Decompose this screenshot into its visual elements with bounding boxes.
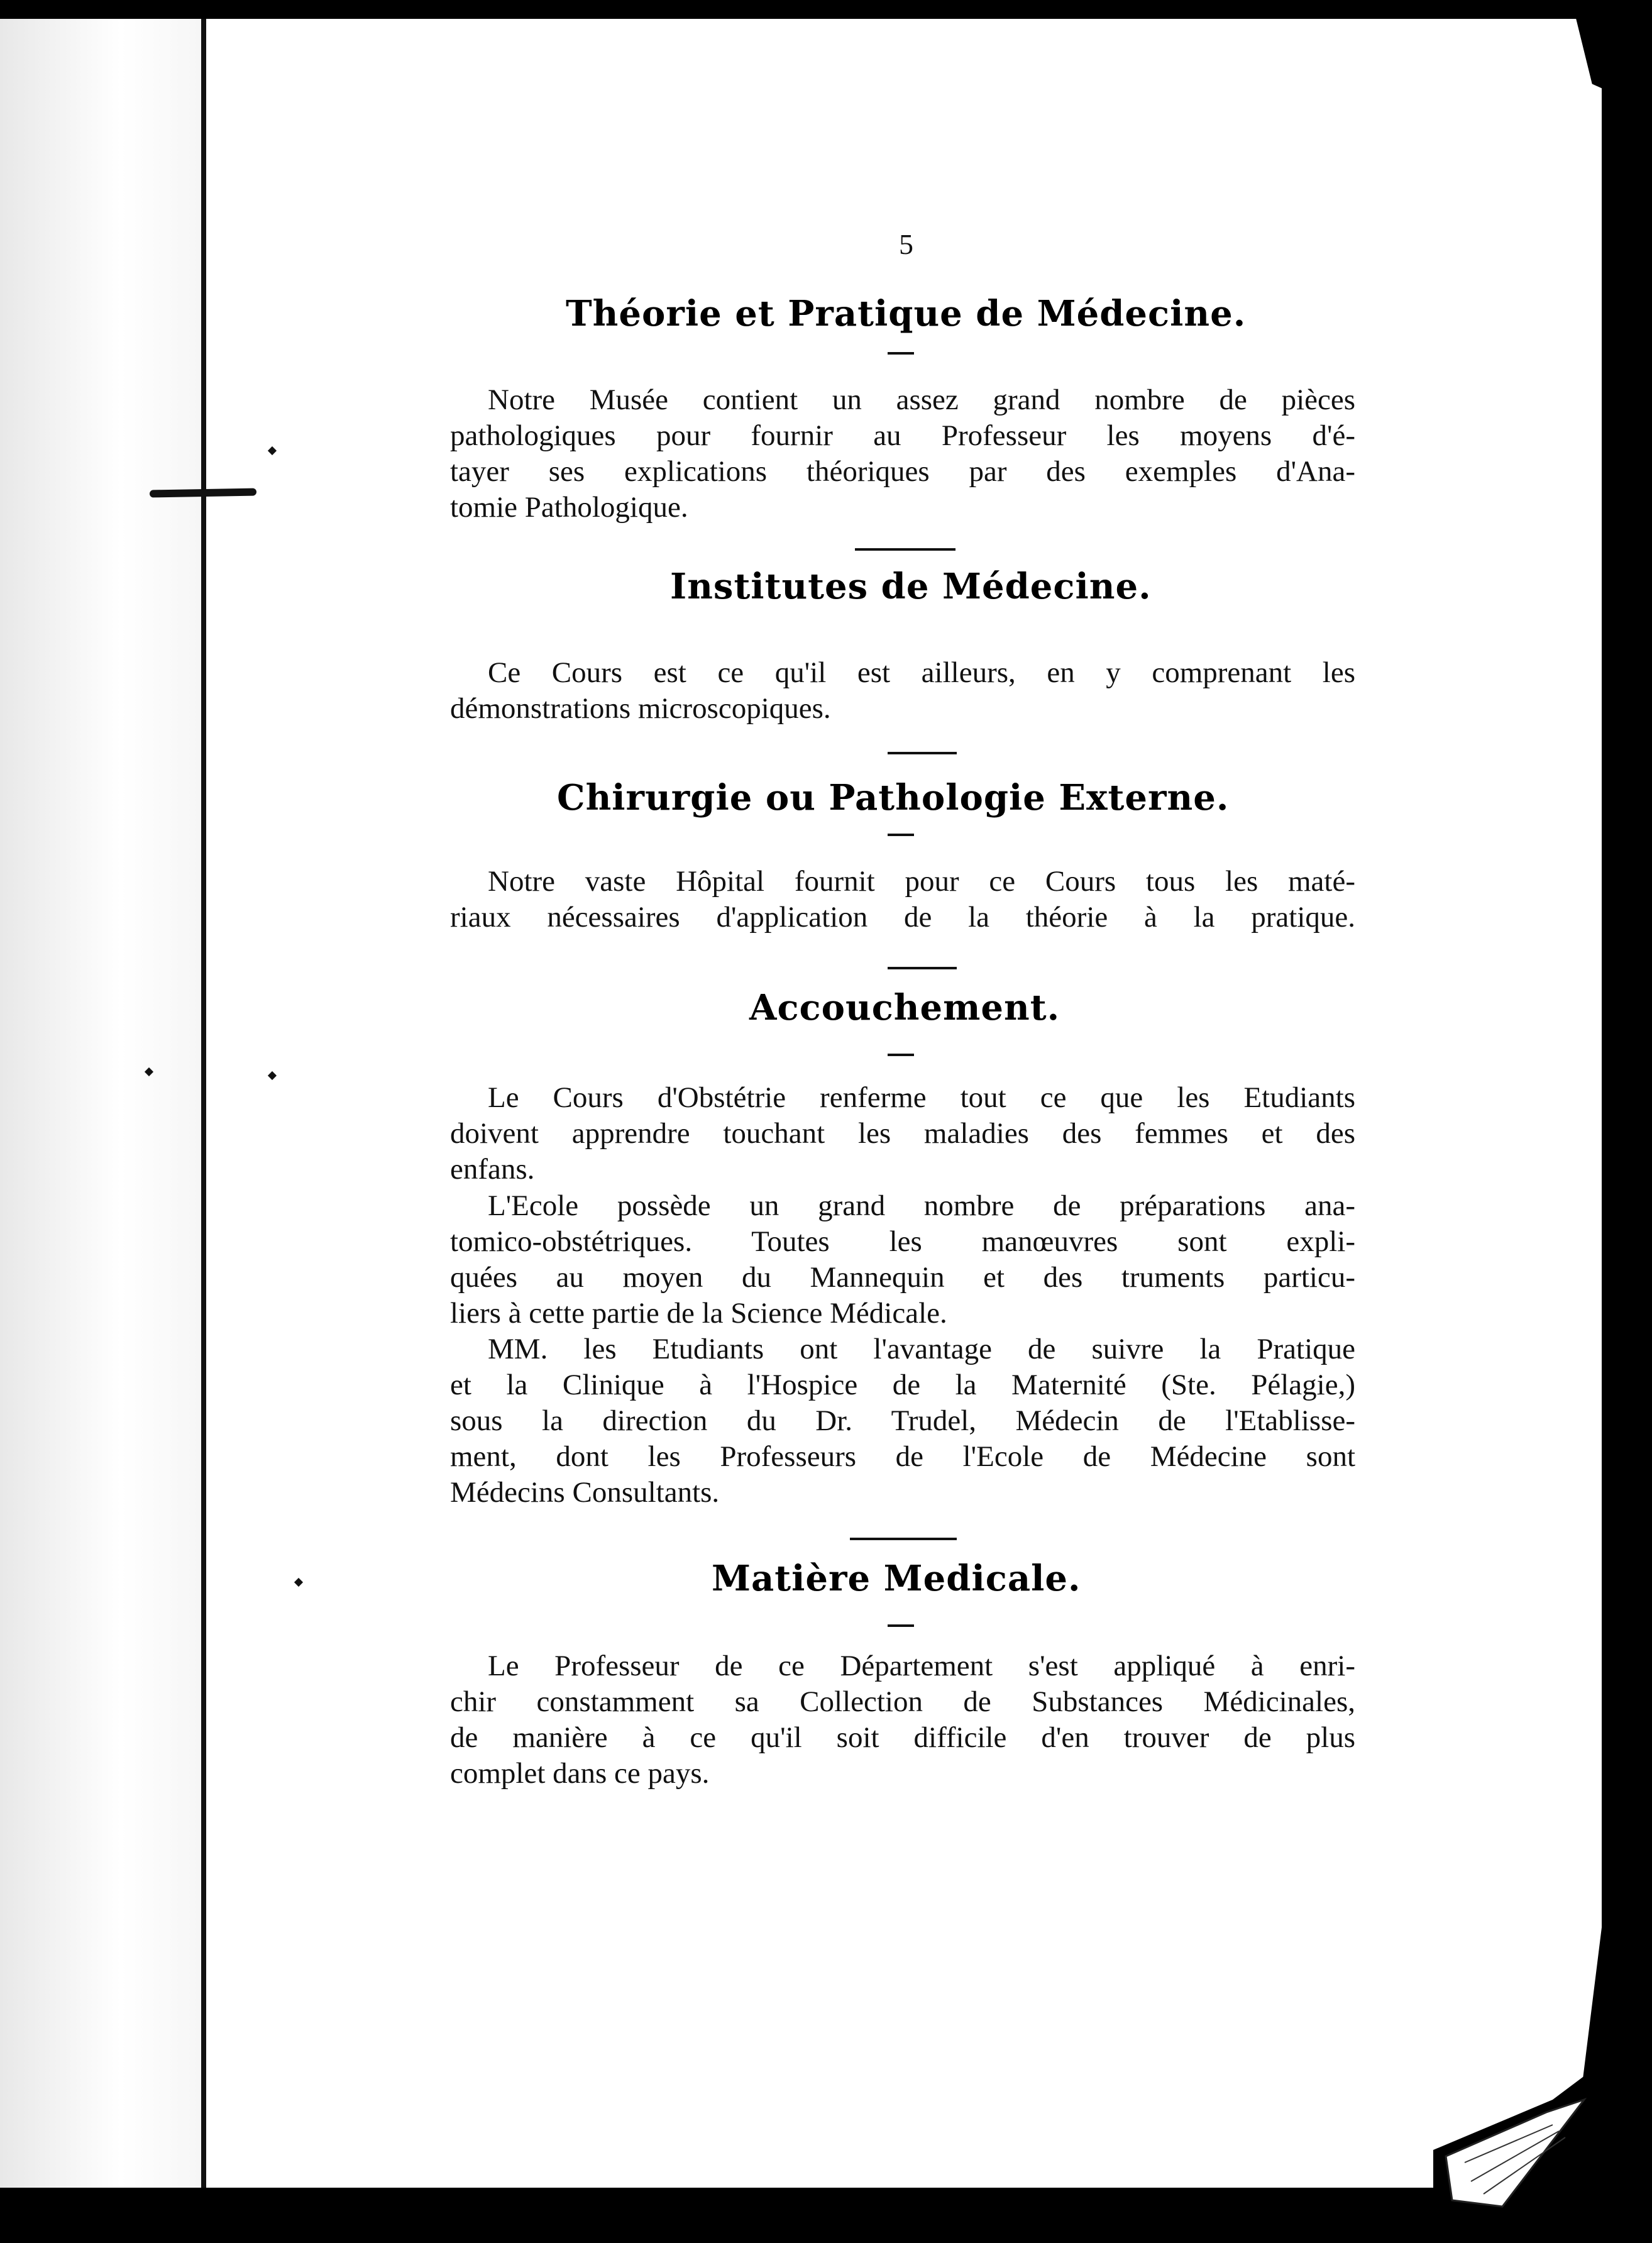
text-line: complet dans ce pays.: [450, 1757, 710, 1790]
text-line: chir constamment sa Collection de Substances Médicinales,: [450, 1685, 1355, 1718]
section-heading: Matière Medicale.: [712, 1558, 1081, 1599]
text-line: MM. les Etudiants ont l'avantage de suivre la Pratique: [488, 1333, 1355, 1365]
text-line: Notre Musée contient un assez grand nombre de pièces: [488, 383, 1355, 416]
text-line: tayer ses explications théoriques par des exemples d'Ana-: [450, 455, 1355, 488]
text-line: enfans.: [450, 1153, 535, 1186]
text-line: et la Clinique à l'Hospice de la Maternité (Ste. Pélagie,): [450, 1369, 1355, 1401]
paragraph: [450, 1331, 1355, 1511]
text-line: liers à cette partie de la Science Médicale.: [450, 1297, 947, 1330]
paragraph: [450, 382, 1355, 526]
short-rule: [888, 834, 914, 836]
text-line: Ce Cours est ce qu'il est ailleurs, en y comprenant les: [488, 656, 1355, 689]
section-heading: Institutes de Médecine.: [670, 566, 1152, 607]
folded-corner: [1427, 2062, 1603, 2213]
short-rule: [888, 352, 914, 355]
page-number: 5: [899, 228, 913, 260]
section-divider: [888, 752, 957, 754]
text-line: pathologiques pour fournir au Professeur les moyens d'é-: [450, 419, 1355, 452]
paragraph: [450, 1080, 1355, 1188]
short-rule: [888, 1054, 914, 1056]
section-divider: [888, 967, 957, 969]
section-divider: [855, 548, 955, 551]
text-line: Le Professeur de ce Département s'est appliqué à enri-: [488, 1650, 1355, 1682]
text-line: Médecins Consultants.: [450, 1476, 720, 1509]
binding-shadow: [0, 19, 201, 2200]
paragraph: [450, 864, 1355, 935]
text-line: doivent apprendre touchant les maladies des femmes et des: [450, 1117, 1355, 1150]
text-line: Notre vaste Hôpital fournit pour ce Cours tous les maté-: [488, 865, 1355, 898]
binding-edge: [201, 19, 206, 2200]
text-line: riaux nécessaires d'application de la théorie à la pratique.: [450, 901, 1355, 934]
text-line: démonstrations microscopiques.: [450, 692, 831, 725]
text-line: quées au moyen du Mannequin et des truments particu-: [450, 1261, 1355, 1294]
section-heading: Accouchement.: [749, 987, 1060, 1028]
text-line: sous la direction du Dr. Trudel, Médecin de l'Etablisse-: [450, 1404, 1355, 1437]
section-heading: Chirurgie ou Pathologie Externe.: [557, 777, 1230, 818]
short-rule: [888, 1624, 914, 1627]
section-heading: Théorie et Pratique de Médecine.: [566, 293, 1247, 334]
text-line: Le Cours d'Obstétrie renferme tout ce que les Etudiants: [488, 1081, 1355, 1114]
section-divider: [850, 1538, 957, 1540]
text-line: de manière à ce qu'il soit difficile d'en trouver de plus: [450, 1721, 1355, 1754]
paragraph: [450, 655, 1355, 727]
text-line: L'Ecole possède un grand nombre de préparations ana-: [488, 1189, 1355, 1222]
text-line: tomico-obstétriques. Toutes les manœuvres sont expli-: [450, 1225, 1355, 1258]
text-line: ment, dont les Professeurs de l'Ecole de Médecine sont: [450, 1440, 1355, 1473]
text-line: tomie Pathologique.: [450, 491, 688, 524]
paragraph: [450, 1188, 1355, 1331]
paragraph: [450, 1648, 1355, 1792]
